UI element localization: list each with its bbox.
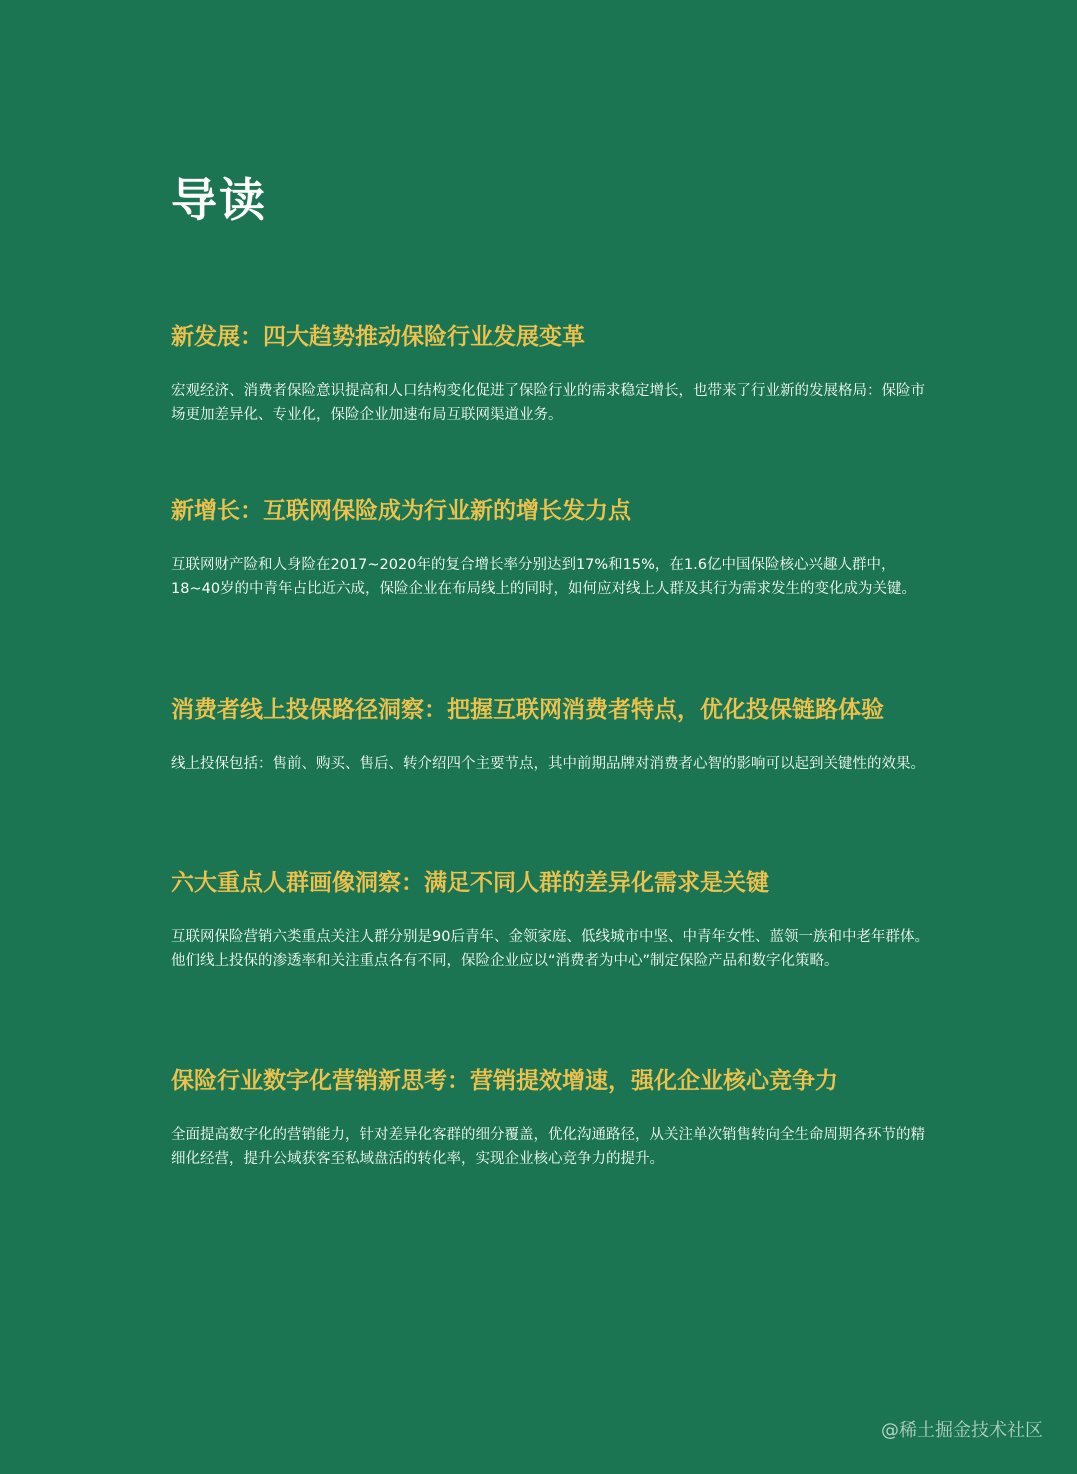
section-heading: 六大重点人群画像洞察：满足不同人群的差异化需求是关键 bbox=[171, 870, 769, 896]
section-online-purchase-path bbox=[171, 694, 931, 776]
section-body: 宏观经济、消费者保险意识提高和人口结构变化促进了保险行业的需求稳定增长，也带来了行业新的发展格局：保险市场更加差异化、专业化，保险企业加速布局互联网渠道业务。 bbox=[171, 383, 925, 423]
section-new-growth bbox=[171, 495, 931, 601]
section-heading: 新发展：四大趋势推动保险行业发展变革 bbox=[171, 324, 585, 350]
page-title: 导读 bbox=[171, 173, 267, 227]
section-heading: 新增长：互联网保险成为行业新的增长发力点 bbox=[171, 498, 631, 524]
section-heading: 保险行业数字化营销新思考：营销提效增速，强化企业核心竞争力 bbox=[171, 1068, 838, 1094]
section-digital-marketing bbox=[171, 1065, 931, 1171]
section-body: 互联网财产险和人身险在2017~2020年的复合增长率分别达到17%和15%，在1.6亿中国保险核心兴趣人群中，18~40岁的中青年占比近六成，保险企业在布局线上的同时，如何应对线上人群及其行为需求发生的变化成为关键。 bbox=[171, 557, 917, 597]
section-body: 线上投保包括：售前、购买、售后、转介绍四个主要节点，其中前期品牌对消费者心智的影响可以起到关键性的效果。 bbox=[171, 756, 925, 772]
section-heading: 消费者线上投保路径洞察：把握互联网消费者特点，优化投保链路体验 bbox=[171, 697, 884, 723]
section-six-key-groups bbox=[171, 867, 931, 973]
section-body: 互联网保险营销六类重点关注人群分别是90后青年、金领家庭、低线城市中坚、中青年女性、蓝领一族和中老年群体。他们线上投保的渗透率和关注重点各有不同，保险企业应以“消费者为中心”制定保险产品和数字化策略。 bbox=[171, 929, 929, 969]
section-body: 全面提高数字化的营销能力，针对差异化客群的细分覆盖，优化沟通路径，从关注单次销售转向全生命周期各环节的精细化经营，提升公域获客至私域盘活的转化率，实现企业核心竞争力的提升。 bbox=[171, 1127, 925, 1167]
watermark: @稀土掘金技术社区 bbox=[881, 1420, 1043, 1441]
section-new-development bbox=[171, 321, 931, 427]
